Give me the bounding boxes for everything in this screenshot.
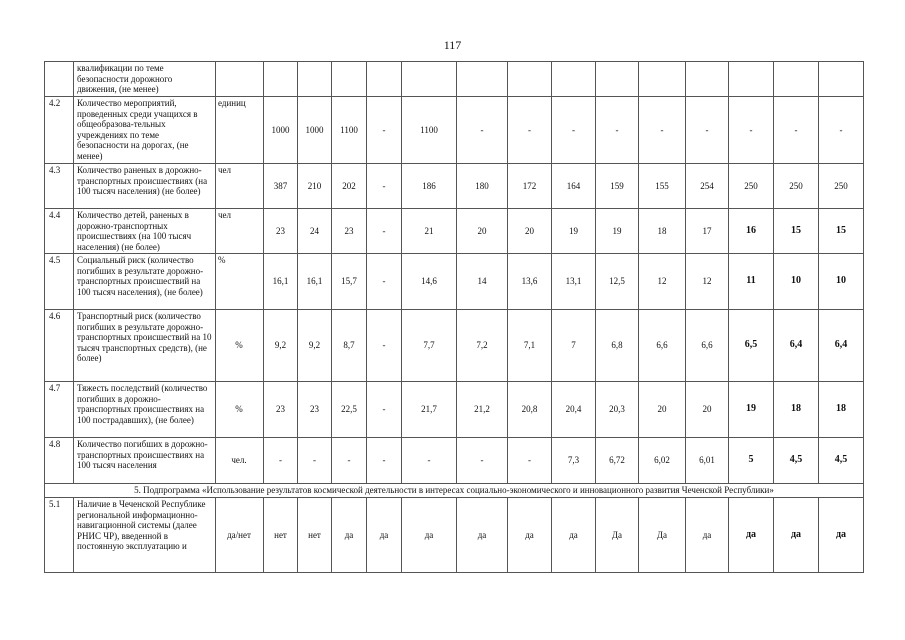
value-cell: 15 (774, 209, 819, 254)
value-cell: 12 (639, 254, 686, 310)
value-cell: 202 (332, 164, 367, 209)
value-cell: 6,8 (596, 310, 639, 382)
value-cell: 7,2 (457, 310, 508, 382)
value-cell: 12,5 (596, 254, 639, 310)
value-cell: 6,6 (639, 310, 686, 382)
value-cell: 6,72 (596, 438, 639, 484)
value-cell: Да (639, 498, 686, 573)
value-cell: да (686, 498, 729, 573)
value-cell: 20,8 (508, 382, 552, 438)
value-cell: 23 (264, 209, 298, 254)
value-cell: 20,3 (596, 382, 639, 438)
table-body (45, 62, 864, 573)
value-cell: 20,4 (552, 382, 596, 438)
value-cell: 16,1 (264, 254, 298, 310)
value-cell: да (457, 498, 508, 573)
value-cell: - (552, 97, 596, 164)
value-cell: 387 (264, 164, 298, 209)
value-cell: - (367, 438, 402, 484)
value-cell: 13,6 (508, 254, 552, 310)
value-cell: - (367, 97, 402, 164)
value-cell: 155 (639, 164, 686, 209)
value-cell: - (639, 97, 686, 164)
value-cell: 7,7 (402, 310, 457, 382)
value-cell: 23 (298, 382, 332, 438)
value-cell: 1100 (402, 97, 457, 164)
table-row (45, 382, 864, 438)
value-cell (332, 62, 367, 97)
indicator-name: Наличие в Чеченской Республике региональной информационно-навигационной системы (далее РНИС ЧР), введенной в постоянную эксплуатацию и (74, 498, 216, 573)
value-cell: - (264, 438, 298, 484)
indicator-table (44, 61, 864, 573)
value-cell: - (729, 97, 774, 164)
value-cell: - (819, 97, 864, 164)
value-cell: 1100 (332, 97, 367, 164)
indicator-name: квалификации по теме безопасности дорожного движения, (не менее) (74, 62, 216, 97)
value-cell: - (596, 97, 639, 164)
table-row (45, 498, 864, 573)
value-cell: - (332, 438, 367, 484)
value-cell: 180 (457, 164, 508, 209)
unit-cell: чел. (216, 438, 264, 484)
table-row (45, 310, 864, 382)
value-cell: да (552, 498, 596, 573)
value-cell: 15,7 (332, 254, 367, 310)
value-cell: 21 (402, 209, 457, 254)
value-cell: 23 (332, 209, 367, 254)
value-cell: - (402, 438, 457, 484)
value-cell: 6,4 (819, 310, 864, 382)
row-number: 4.3 (45, 164, 74, 209)
value-cell: 24 (298, 209, 332, 254)
unit-cell: % (216, 382, 264, 438)
value-cell: - (508, 97, 552, 164)
value-cell: 20 (686, 382, 729, 438)
value-cell: 18 (819, 382, 864, 438)
value-cell: 21,2 (457, 382, 508, 438)
value-cell (639, 62, 686, 97)
value-cell: нет (264, 498, 298, 573)
value-cell: 6,01 (686, 438, 729, 484)
row-number (45, 62, 74, 97)
value-cell: 13,1 (552, 254, 596, 310)
indicator-name: Количество детей, раненых в дорожно-транспортных происшествиях (на 100 тысяч населения) (не более) (74, 209, 216, 254)
value-cell: да (774, 498, 819, 573)
value-cell: 6,6 (686, 310, 729, 382)
value-cell: 164 (552, 164, 596, 209)
value-cell (298, 62, 332, 97)
row-number: 4.6 (45, 310, 74, 382)
value-cell: да (332, 498, 367, 573)
unit-cell: % (216, 310, 264, 382)
unit-cell: чел (216, 164, 264, 209)
value-cell: 16,1 (298, 254, 332, 310)
value-cell: 6,4 (774, 310, 819, 382)
value-cell: 10 (774, 254, 819, 310)
value-cell: - (508, 438, 552, 484)
value-cell: 18 (774, 382, 819, 438)
value-cell: 250 (729, 164, 774, 209)
value-cell: да (729, 498, 774, 573)
value-cell: 7,1 (508, 310, 552, 382)
value-cell: 6,02 (639, 438, 686, 484)
table-row (45, 438, 864, 484)
value-cell: 250 (774, 164, 819, 209)
value-cell: - (774, 97, 819, 164)
value-cell: - (367, 209, 402, 254)
table-row (45, 62, 864, 97)
section-row (45, 484, 864, 498)
value-cell (367, 62, 402, 97)
value-cell: нет (298, 498, 332, 573)
value-cell: 22,5 (332, 382, 367, 438)
value-cell (819, 62, 864, 97)
value-cell (774, 62, 819, 97)
value-cell: - (457, 97, 508, 164)
value-cell: да (367, 498, 402, 573)
page-number: 117 (443, 38, 462, 52)
value-cell: - (367, 164, 402, 209)
value-cell: 23 (264, 382, 298, 438)
value-cell: 4,5 (774, 438, 819, 484)
value-cell: 254 (686, 164, 729, 209)
value-cell (729, 62, 774, 97)
section-title: 5. Подпрограмма «Использование результатов космической деятельности в интересах социально-экономического и инновационного развития Чеченской Республики» (45, 484, 864, 498)
value-cell: 19 (552, 209, 596, 254)
value-cell (596, 62, 639, 97)
value-cell (457, 62, 508, 97)
row-number: 4.4 (45, 209, 74, 254)
value-cell: 210 (298, 164, 332, 209)
value-cell: 8,7 (332, 310, 367, 382)
table-row (45, 164, 864, 209)
value-cell: - (298, 438, 332, 484)
table-row (45, 254, 864, 310)
row-number: 5.1 (45, 498, 74, 573)
value-cell: 18 (639, 209, 686, 254)
value-cell: 159 (596, 164, 639, 209)
unit-cell: единиц (216, 97, 264, 164)
value-cell: 20 (508, 209, 552, 254)
value-cell: 250 (819, 164, 864, 209)
value-cell: 17 (686, 209, 729, 254)
value-cell: да (819, 498, 864, 573)
value-cell: - (367, 310, 402, 382)
indicator-name: Количество раненых в дорожно-транспортных происшествиях (на 100 тысяч населения) (не более) (74, 164, 216, 209)
value-cell (508, 62, 552, 97)
value-cell (264, 62, 298, 97)
indicator-name: Тяжесть последствий (количество погибших в дорожно-транспортных происшествиях на 100 пострадавших), (не более) (74, 382, 216, 438)
row-number: 4.8 (45, 438, 74, 484)
value-cell (402, 62, 457, 97)
value-cell: 14 (457, 254, 508, 310)
value-cell: 10 (819, 254, 864, 310)
value-cell: - (367, 254, 402, 310)
value-cell: 20 (457, 209, 508, 254)
value-cell: 1000 (264, 97, 298, 164)
value-cell: 15 (819, 209, 864, 254)
value-cell: - (367, 382, 402, 438)
value-cell: 1000 (298, 97, 332, 164)
row-number: 4.7 (45, 382, 74, 438)
value-cell: 5 (729, 438, 774, 484)
value-cell: 20 (639, 382, 686, 438)
value-cell: 9,2 (298, 310, 332, 382)
row-number: 4.5 (45, 254, 74, 310)
value-cell: 12 (686, 254, 729, 310)
indicator-name: Количество погибших в дорожно-транспортных происшествиях на 100 тысяч населения (74, 438, 216, 484)
indicator-name: Транспортный риск (количество погибших в результате дорожно-транспортных происшествий на 10 тысяч транспортных средств), (не более) (74, 310, 216, 382)
value-cell: 7,3 (552, 438, 596, 484)
value-cell: 6,5 (729, 310, 774, 382)
value-cell: 19 (729, 382, 774, 438)
value-cell: 19 (596, 209, 639, 254)
value-cell: - (686, 97, 729, 164)
unit-cell: чел (216, 209, 264, 254)
value-cell: 11 (729, 254, 774, 310)
value-cell: 9,2 (264, 310, 298, 382)
unit-cell (216, 62, 264, 97)
value-cell: да (508, 498, 552, 573)
value-cell: Да (596, 498, 639, 573)
table-row (45, 209, 864, 254)
value-cell: да (402, 498, 457, 573)
value-cell (552, 62, 596, 97)
value-cell (686, 62, 729, 97)
indicator-name: Количество мероприятий, проведенных среди учащихся в общеобразова-тельных учреждениях по теме безопасности на дорогах, (не менее) (74, 97, 216, 164)
value-cell: 21,7 (402, 382, 457, 438)
value-cell: 16 (729, 209, 774, 254)
value-cell: - (457, 438, 508, 484)
indicator-name: Социальный риск (количество погибших в результате дорожно-транспортных происшествий на 100 тысяч населения), (не более) (74, 254, 216, 310)
value-cell: 172 (508, 164, 552, 209)
row-number: 4.2 (45, 97, 74, 164)
unit-cell: да/нет (216, 498, 264, 573)
value-cell: 186 (402, 164, 457, 209)
unit-cell: % (216, 254, 264, 310)
value-cell: 7 (552, 310, 596, 382)
table-row (45, 97, 864, 164)
value-cell: 14,6 (402, 254, 457, 310)
value-cell: 4,5 (819, 438, 864, 484)
